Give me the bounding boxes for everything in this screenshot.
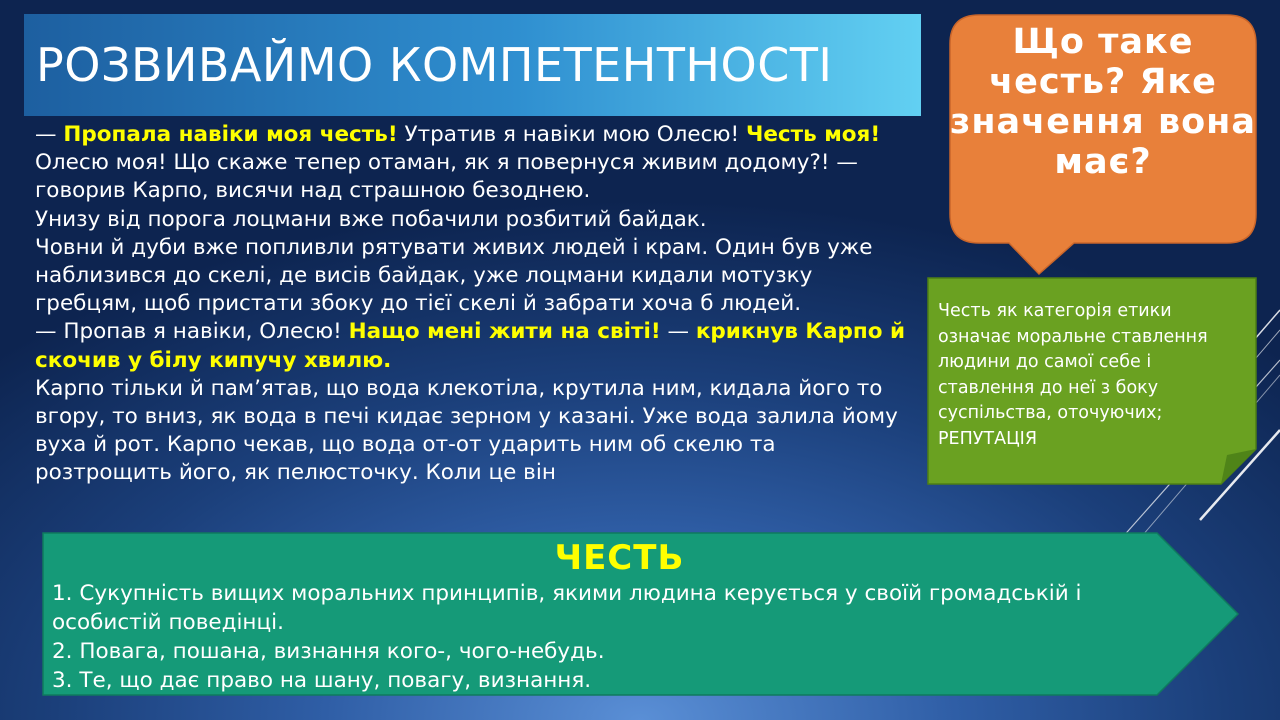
story-highlight: Пропала навіки моя честь! [63, 122, 398, 147]
list-item: 2. Повага, пошана, визнання кого-, чого-небудь. [52, 639, 605, 664]
question-bubble [949, 14, 1257, 276]
list-item: 3. Те, що дає право на шану, повагу, визнання. [52, 668, 592, 693]
slide-title: РОЗВИВАЙМО КОМПЕТЕНТНОСТІ [36, 38, 833, 92]
question-text: Що таке честь? Яке значення вона має? [950, 22, 1256, 182]
story-text: — [660, 319, 696, 345]
honor-definition-arrow [42, 532, 1240, 696]
story-paragraph: Карпо тільки й пам’ятав, що вода клекотіла, крутила ним, кидала його то вгору, то вниз, як вода в печі кидає зерном у казані. Уже вода залила йому вуха й рот. Карпо чекав, що вода от-от ударить ним об скелю та розтрощить його, як пелюсточку. Коли це він [35, 375, 898, 486]
story-paragraph [35, 121, 915, 206]
story-text: Утратив я навіки мою Олесю! [397, 122, 746, 147]
definition-note [927, 277, 1257, 485]
story-text: — Пропав я навіки, Олесю! [35, 319, 349, 345]
slide-title-bar [24, 14, 921, 116]
story-highlight: Честь моя! [745, 122, 881, 147]
story-text: — [35, 122, 64, 147]
story-excerpt [35, 121, 915, 551]
definition-text: Честь як категорія етики означає моральне ставлення людини до самої себе і ставлення до неї з боку суспільства, оточуючих; РЕПУТАЦІЯ [938, 301, 1208, 449]
story-text: Олесю моя! Що скаже тепер отаман, як я повернуся живим додому?! — говорив Карпо, висячи над страшною безоднею. [35, 150, 858, 204]
list-item: 1. Сукупність вищих моральних принципів, якими людина керується у своїй громадській і особистій поведінці. [52, 581, 1082, 635]
story-paragraph: Унизу від порога лоцмани вже побачили розбитий байдак. [35, 206, 707, 232]
story-highlight: Нащо мені жити на світі! [348, 319, 661, 345]
story-highlight: крикнув Карпо й скочив у білу кипучу хвилю. [35, 319, 906, 373]
story-paragraph [35, 318, 915, 374]
honor-title: ЧЕСТЬ [554, 538, 685, 578]
story-paragraph: Човни й дуби вже попливли рятувати живих людей і крам. Один був уже наблизився до скелі, де висів байдак, уже лоцмани кидали мотузку гребцям, щоб пристати збоку до тієї скелі й забрати хоча б людей. [35, 234, 873, 317]
honor-definitions-list [52, 579, 1192, 695]
